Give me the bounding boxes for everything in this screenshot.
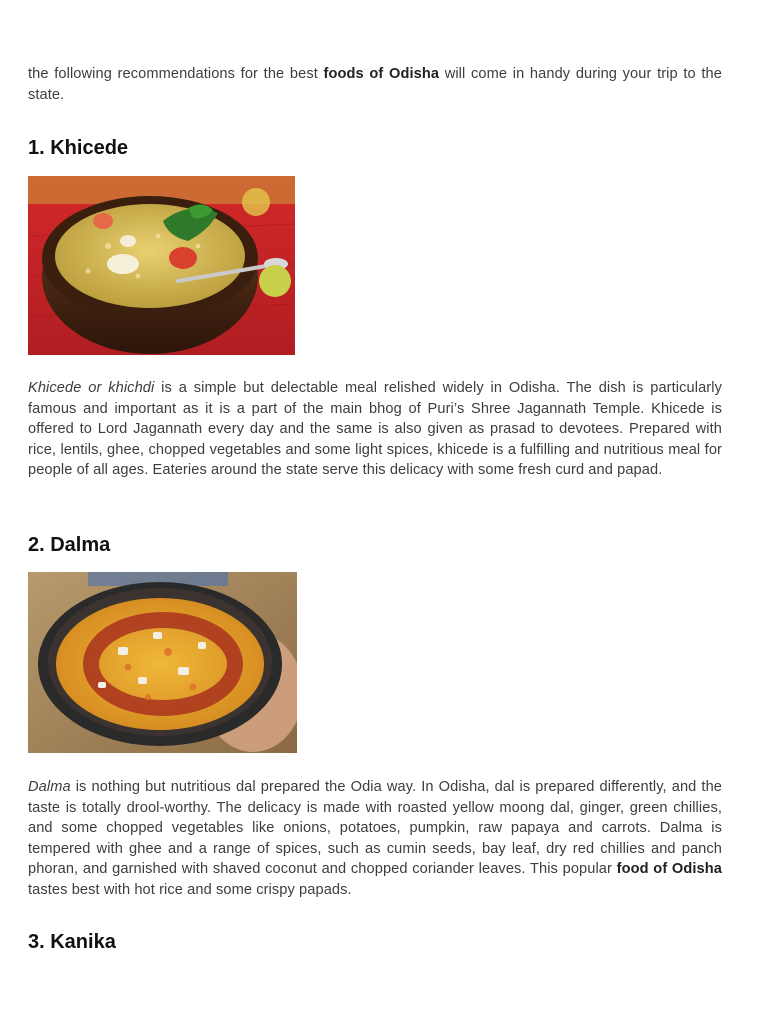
- intro-paragraph: [28, 64, 722, 105]
- khicede-image: [28, 176, 295, 355]
- intro-text: the following recommendations for the best: [28, 66, 324, 82]
- intro-bold: foods of Odisha: [323, 66, 440, 82]
- heading-kanika: 3. Kanika: [28, 931, 116, 953]
- khicede-text: is a simple but delectable meal relished widely in Odisha. The dish is particularly famous and important as it is a part of the main bhog of Puri’s Shree Jagannath Temple. Khicede is offered to Lord Jagannath every day and the same is also given as prasad to devotees. Prepared with rice, lentils, ghee, chopped vegetables and some light spices, khicede is a fulfilling and nutritious meal for people of all ages. Eateries around the state serve this delicacy with some fresh curd and papad.: [28, 380, 722, 479]
- dalma-text-end: tastes best with hot rice and some crispy papads.: [28, 881, 352, 898]
- dalma-image: [28, 572, 297, 753]
- khicede-paragraph: [28, 378, 722, 481]
- heading-khicede: 1. Khicede: [28, 137, 129, 159]
- dalma-bold: food of Odisha: [616, 861, 722, 878]
- heading-dalma: 2. Dalma: [28, 534, 111, 556]
- khicede-italic: Khicede or khichdi: [28, 380, 155, 396]
- dalma-italic: Dalma: [28, 779, 71, 795]
- dalma-paragraph: [28, 777, 722, 901]
- intro-text-end: will come in handy during your trip to the state.: [28, 66, 722, 103]
- dalma-text: is nothing but nutritious dal prepared the Odia way. In Odisha, dal is prepared differently, and the taste is totally drool-worthy. The delicacy is made with roasted yellow moong dal, ginger, green chillies, and some chopped vegetables like onions, potatoes, pumpkin, raw papaya and carrots. Dalma is tempered with ghee and a range of spices, such as cumin seeds, bay leaf, dry red chillies and panch phoran, and garnished with shaved coconut and chopped coriander leaves. This popular: [28, 779, 722, 878]
